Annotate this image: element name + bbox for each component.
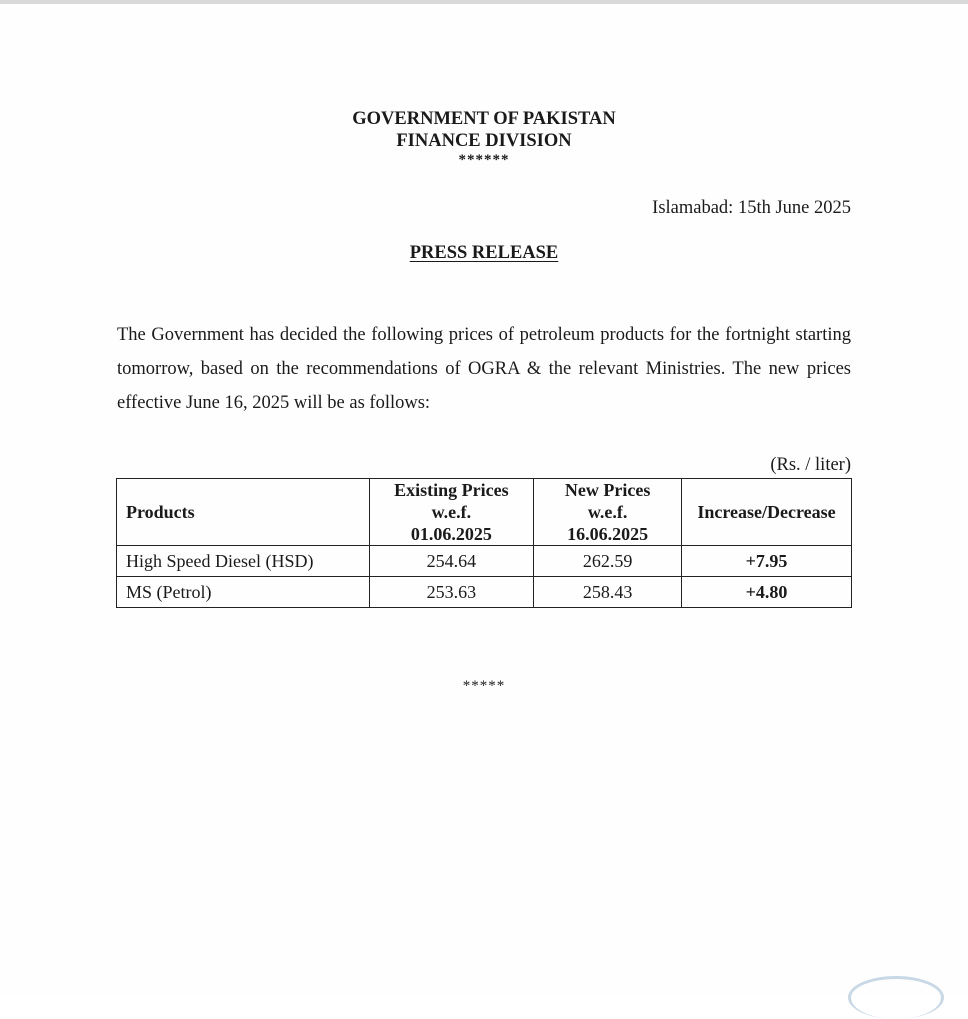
header-new-date: 16.06.2025	[567, 524, 649, 544]
new-price: 258.43	[534, 577, 682, 608]
end-separator: *****	[462, 678, 506, 694]
header-new-prices	[534, 479, 682, 546]
dateline: Islamabad: 15th June 2025	[652, 198, 851, 218]
header-increase-decrease: Increase/Decrease	[682, 479, 852, 546]
table-header-row	[117, 479, 852, 546]
header-existing-wef: w.e.f.	[431, 502, 472, 522]
division-title: FINANCE DIVISION	[396, 131, 572, 151]
header-existing-date: 01.06.2025	[410, 524, 492, 544]
letterhead	[0, 108, 968, 168]
header-existing-label: Existing Prices	[394, 480, 509, 500]
new-price: 262.59	[534, 546, 682, 577]
prices-table	[116, 478, 852, 608]
price-change: +4.80	[682, 577, 852, 608]
body-paragraph: The Government has decided the following prices of petroleum products for the fortnight starting tomorrow, based on the recommendations of OGRA & the relevant Ministries. The new prices effective June 16, 2025 will be as follows:	[117, 325, 851, 413]
header-existing-prices	[369, 479, 534, 546]
header-new-wef: w.e.f.	[587, 502, 628, 522]
government-title: GOVERNMENT OF PAKISTAN	[352, 109, 616, 129]
header-new-label: New Prices	[564, 480, 651, 500]
unit-note: (Rs. / liter)	[770, 455, 851, 475]
product-name: High Speed Diesel (HSD)	[117, 546, 370, 577]
product-name: MS (Petrol)	[117, 577, 370, 608]
table-row	[117, 577, 852, 608]
existing-price: 253.63	[369, 577, 534, 608]
header-separator: ******	[458, 152, 510, 168]
table-row	[117, 546, 852, 577]
scroll-indicator	[848, 976, 944, 1019]
price-change: +7.95	[682, 546, 852, 577]
header-products: Products	[117, 479, 370, 546]
existing-price: 254.64	[369, 546, 534, 577]
press-release-title: PRESS RELEASE	[409, 243, 559, 263]
